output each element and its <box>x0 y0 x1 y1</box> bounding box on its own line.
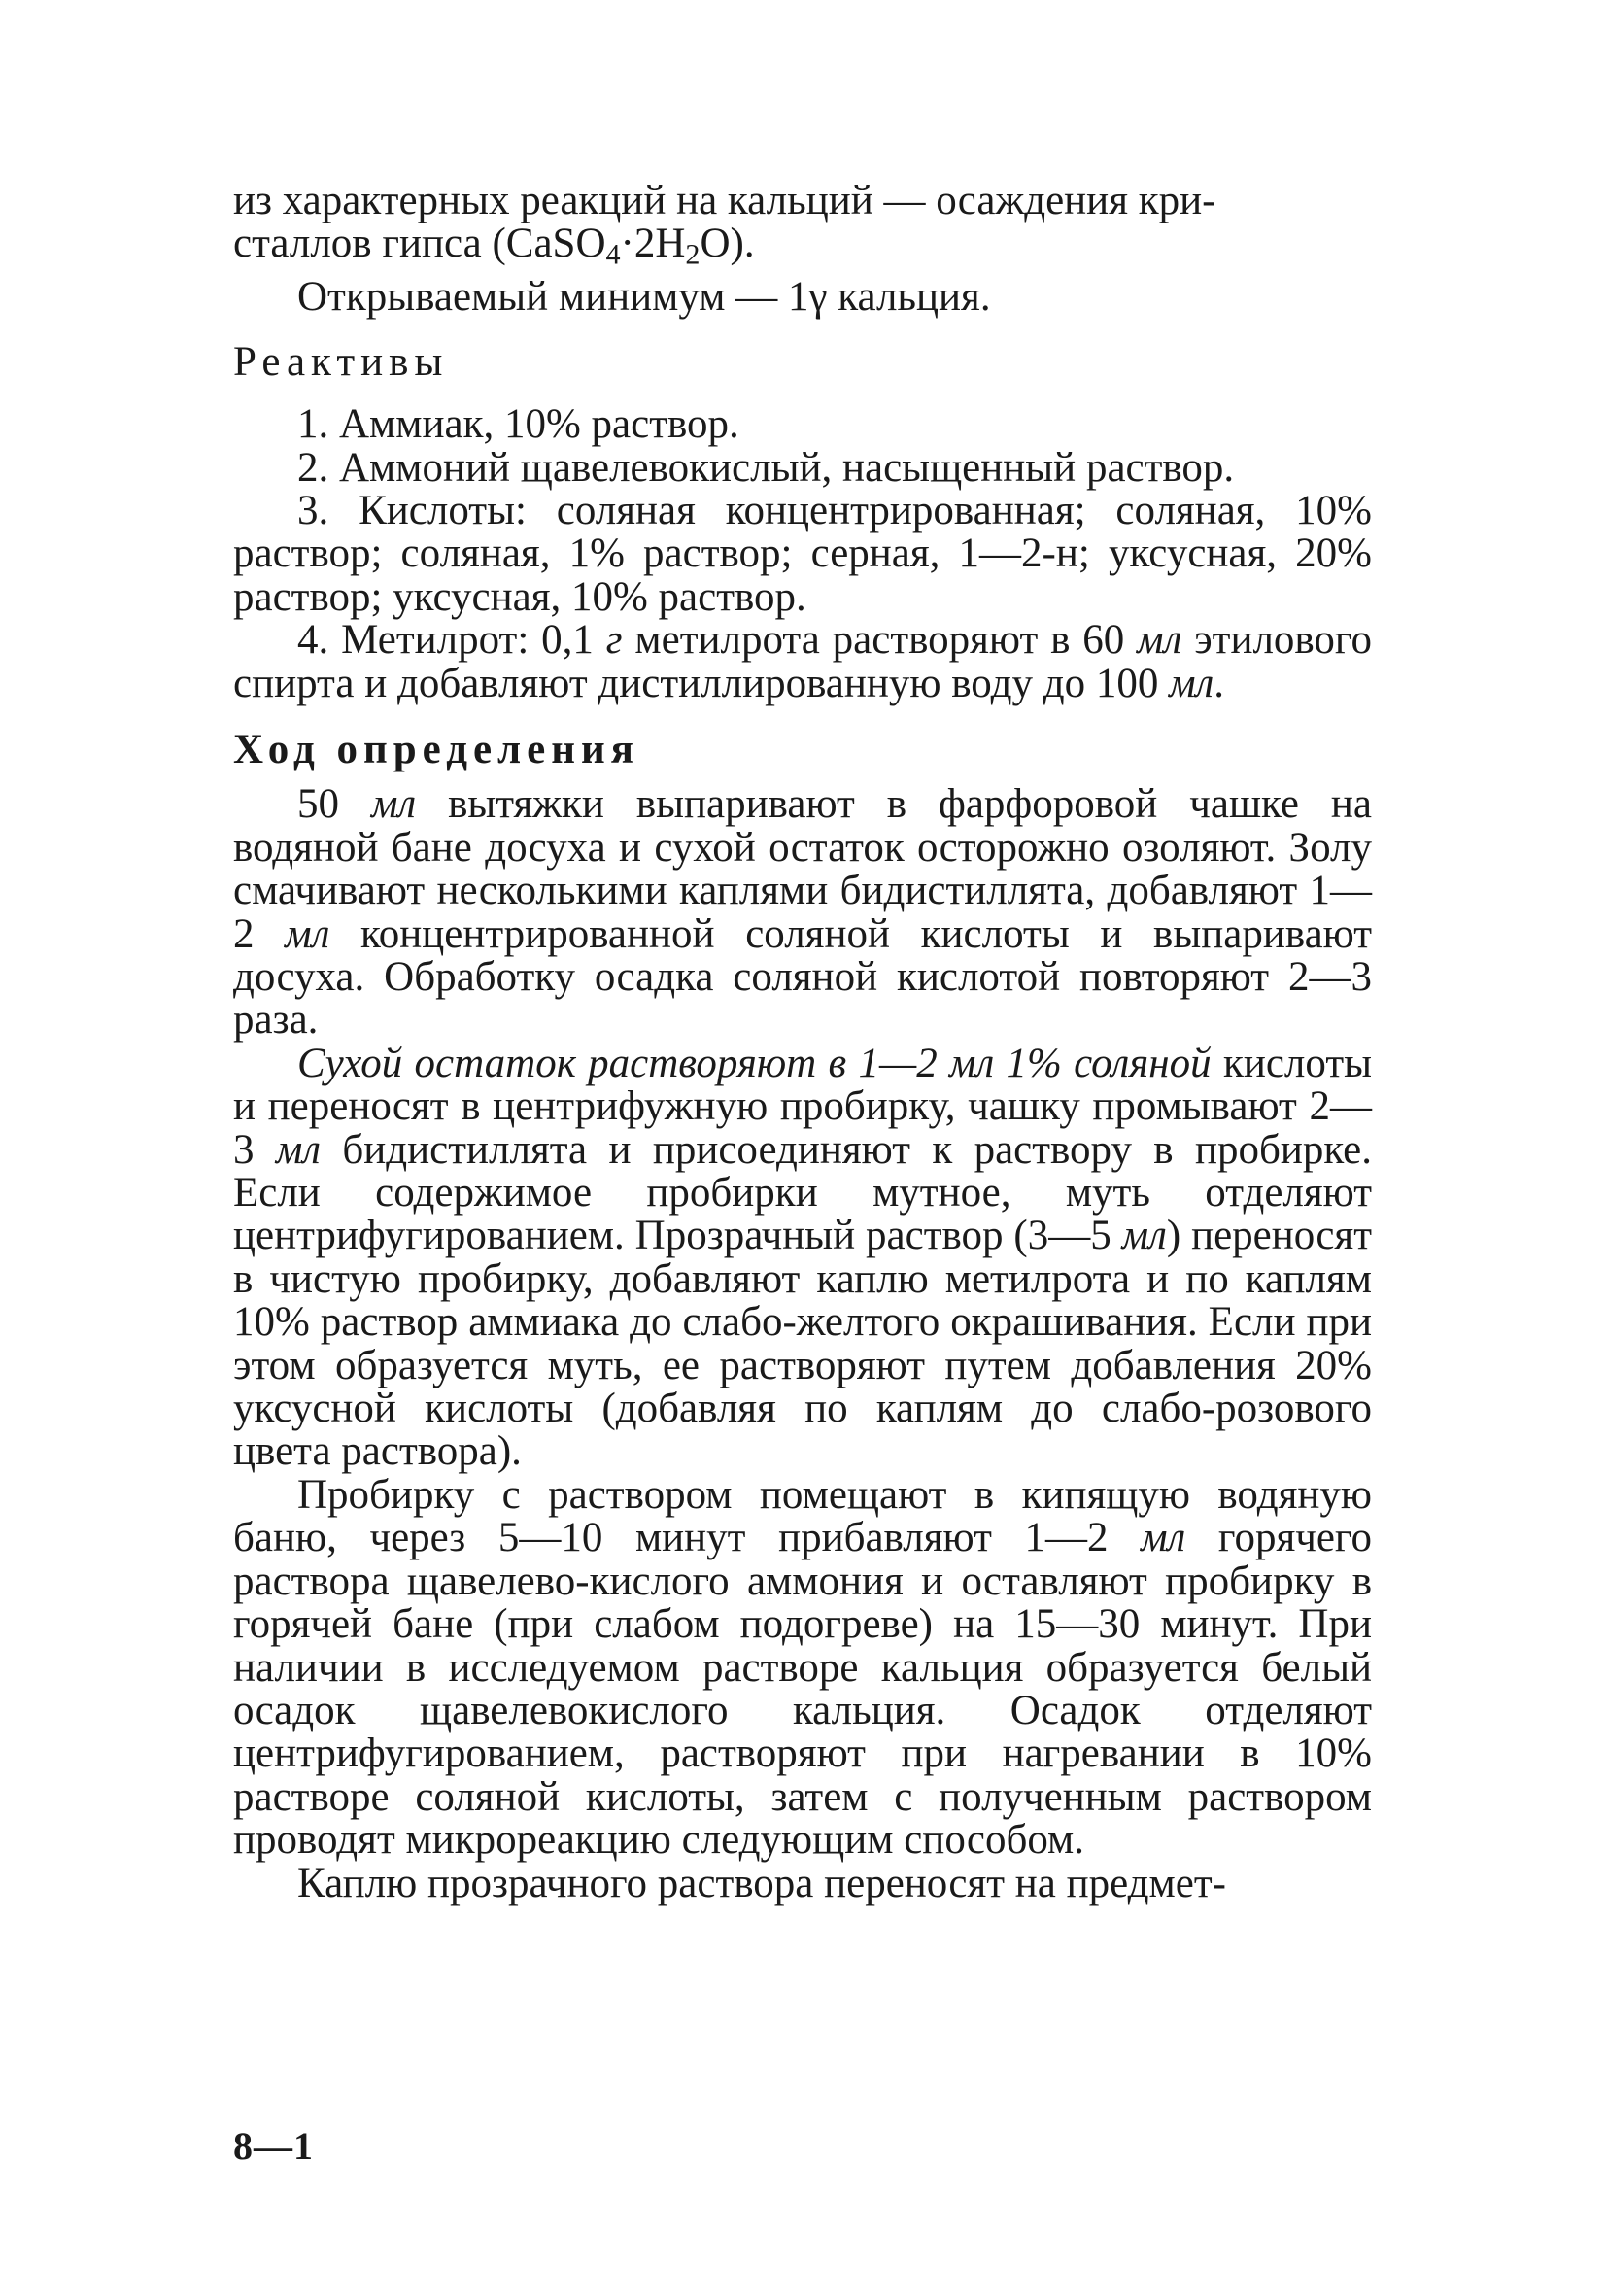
subscript-2: 2 <box>685 237 701 271</box>
intro-line-2-post: O). <box>700 221 755 267</box>
reagent-item-1: 1. Аммиак, 10% раствор. <box>297 401 739 448</box>
page-signature: 8—1 <box>233 2124 314 2168</box>
procedure-paragraph-1 <box>233 783 1372 1042</box>
unit-gram: г <box>605 617 623 664</box>
p2-text-a: кислоты и переносят в центрифужную пробирку, чашку промывают 2—3 <box>233 1040 1373 1173</box>
reagent-item-4-text-b: метилрота растворяют в 60 <box>622 617 1138 664</box>
reagent-item-3: 3. Кислоты: соляная концентрированная; соляная, 10% раствор; соляная, 1% раствор; серная, 1—2-н; уксусная, 20% раствор; уксусная, 10% раствор. <box>233 487 1372 620</box>
procedure-heading: Ход определения <box>233 726 640 772</box>
p3-text-a: Пробирку с раствором помещают в кипящую водяную баню, через 5—10 минут прибавляют 1—2 <box>233 1471 1372 1561</box>
reagent-item-4-text-c: этилового спирта и добавляют дистиллированную воду до 100 <box>233 617 1372 706</box>
unit-ml: мл <box>1169 660 1214 706</box>
unit-ml: мл <box>370 781 417 828</box>
unit-ml: мл <box>285 910 330 957</box>
intro-line-1: из характерных реакций на кальций — осаждения кри- <box>233 178 1216 223</box>
procedure-paragraph-2 <box>233 1040 1373 1475</box>
p3-text-b: горячего раствора щавелево-кислого аммония и оставляют пробирку в горячей бане (при слабом подогреве) на 15—30 минут. При наличии в исследуемом растворе кальция образуется белый осадок щавелевокислого кальция. Осадок отделяют центрифугированием, растворяют при нагревании в 10% растворе соляной кислоты, затем с полученным раствором проводят микрореакцию следующим способом. <box>233 1515 1372 1864</box>
page-body <box>233 180 1372 1905</box>
p1-text-b: вытяжки выпаривают в фарфоровой чашке на водяной бане досуха и сухой остаток осторожно озоляют. Золу смачивают несколькими каплями бидистиллята, добавляют 1—2 <box>233 781 1372 957</box>
subscript-4: 4 <box>605 237 621 271</box>
reagent-item-2: 2. Аммоний щавелевокислый, насыщенный раствор. <box>297 444 1235 491</box>
procedure-paragraph-4: Каплю прозрачного раствора переносят на предмет- <box>297 1860 1226 1906</box>
unit-ml: мл <box>1141 1515 1186 1561</box>
intro-line-2-pre: сталлов гипса (CaSO <box>233 221 606 267</box>
reagent-item-4-text-a: 4. Метилрот: 0,1 <box>297 617 606 664</box>
detection-minimum: Открываемый минимум — 1γ кальция. <box>297 274 991 321</box>
reagents-heading: Реактивы <box>233 338 449 385</box>
unit-ml: мл <box>1121 1213 1167 1259</box>
p2-text-b: бидистиллята и присоединяют к раствору в пробирке. Если содержимое пробирки мутное, муть отделяют центрифугированием. Прозрачный раствор (3—5 <box>233 1126 1372 1259</box>
p1-text-c: концентрированной соляной кислоты и выпаривают досуха. Обработку осадка соляной кислотой повторяют 2—3 раза. <box>233 910 1373 1044</box>
p1-text-a: 50 <box>297 781 371 828</box>
p2-italic-lead: Сухой остаток растворяют в 1—2 мл 1% соляной <box>297 1040 1212 1086</box>
intro-paragraph <box>233 180 1372 276</box>
reagent-item-4 <box>233 619 1372 705</box>
reagent-item-4-text-d: . <box>1214 660 1225 706</box>
unit-ml: мл <box>1137 617 1182 664</box>
unit-ml: мл <box>275 1126 322 1173</box>
intro-line-2-mid: ·2H <box>620 221 686 267</box>
p2-text-c: ) переносят в чистую пробирку, добавляют каплю метилрота и по каплям 10% раствор аммиака до слабо-желтого окрашивания. Если при этом образуется муть, ее растворяют путем добавления 20% уксусной кислоты (добавляя по каплям до слабо-розового цвета раствора). <box>233 1213 1372 1475</box>
procedure-paragraph-3 <box>233 1471 1372 1864</box>
